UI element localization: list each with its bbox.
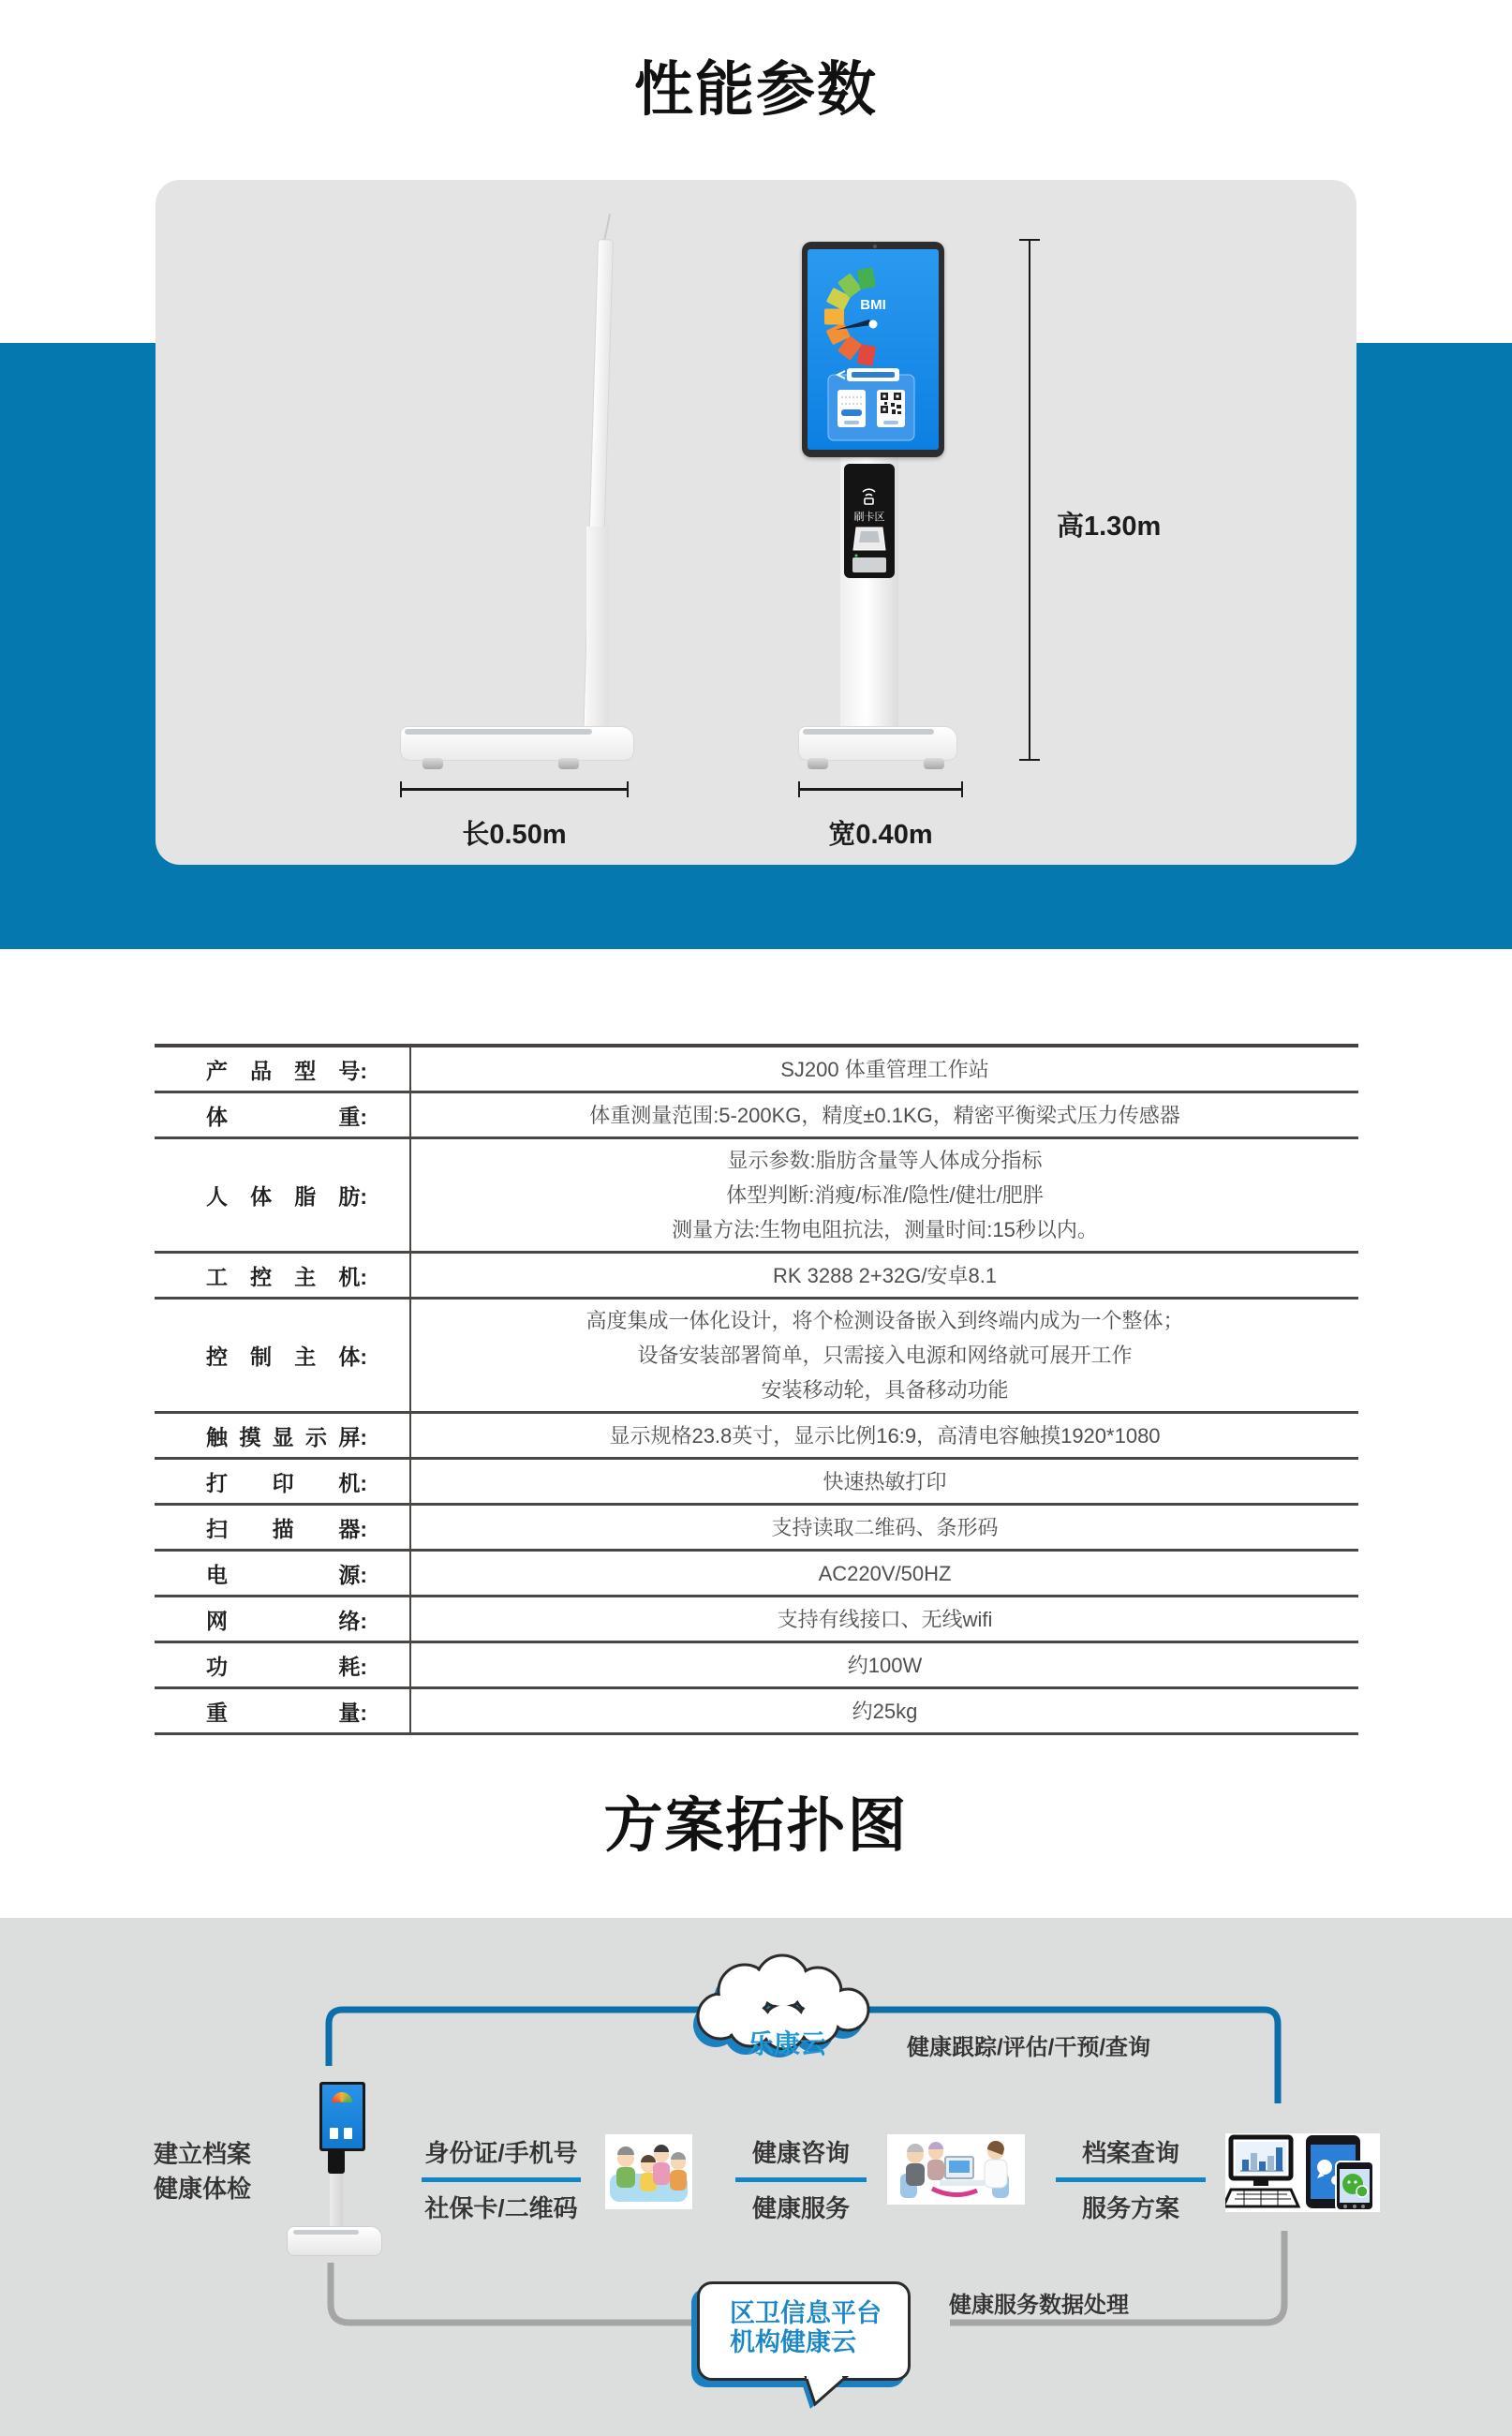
topology-step bbox=[398, 2134, 604, 2224]
desktop-monitor-icon bbox=[1225, 2137, 1298, 2206]
platform-box bbox=[697, 2281, 911, 2381]
step-divider-line bbox=[422, 2177, 581, 2182]
kiosk-screen bbox=[802, 242, 944, 457]
kiosk-foot bbox=[422, 758, 443, 769]
spec-value: 约100W bbox=[847, 1653, 923, 1677]
spec-row bbox=[155, 1642, 1358, 1688]
cloud-node bbox=[687, 1946, 887, 2064]
spec-value: 约25kg bbox=[852, 1699, 918, 1723]
spec-label: 重 量: bbox=[155, 1688, 410, 1734]
kiosk-node-icon bbox=[287, 2078, 380, 2260]
spec-row bbox=[155, 1413, 1358, 1459]
width-dimension-label: 宽0.40m bbox=[828, 820, 933, 850]
kiosk-front-base bbox=[798, 726, 957, 761]
kiosk-foot bbox=[558, 758, 579, 769]
spec-value: 体重测量范围:5-200KG，精度±0.1KG，精密平衡梁式压力传感器 bbox=[589, 1103, 1180, 1127]
step-bottom-label: 健康服务 bbox=[751, 2194, 850, 2222]
topology-step bbox=[698, 2134, 904, 2224]
family-illustration bbox=[605, 2134, 692, 2209]
length-dimension-line bbox=[400, 788, 629, 791]
cloud-label: 乐康云 bbox=[747, 2029, 826, 2058]
spec-label: 打 印 机: bbox=[155, 1459, 410, 1505]
step-divider-line bbox=[1056, 2177, 1206, 2182]
devices-icon bbox=[1225, 2133, 1380, 2212]
spec-label: 扫 描 器: bbox=[155, 1505, 410, 1551]
spec-value: SJ200 体重管理工作站 bbox=[780, 1057, 989, 1081]
kiosk-foot bbox=[924, 758, 944, 769]
kiosk-antenna bbox=[603, 214, 611, 242]
product-photo-card bbox=[156, 180, 1356, 865]
step-bottom-label: 服务方案 bbox=[1081, 2194, 1179, 2222]
length-dimension-label: 长0.50m bbox=[462, 820, 567, 850]
width-dimension-line bbox=[798, 788, 963, 791]
spec-label: 电 源: bbox=[155, 1551, 410, 1597]
cloud-caption: 健康跟踪/评估/干预/查询 bbox=[907, 2035, 1151, 2060]
spec-row bbox=[155, 1551, 1358, 1597]
spec-row bbox=[155, 1138, 1358, 1253]
spec-value: 显示规格23.8英寸，显示比例16:9，高清电容触摸1920*1080 bbox=[609, 1423, 1161, 1448]
spec-row bbox=[155, 1299, 1358, 1413]
spec-row bbox=[155, 1092, 1358, 1138]
step-top-label: 档案查询 bbox=[1081, 2139, 1179, 2167]
platform-box-line: 区卫信息平台 bbox=[730, 2299, 882, 2327]
platform-box-line: 机构健康云 bbox=[730, 2328, 856, 2356]
topology-title: 方案拓扑图 bbox=[603, 1793, 909, 1859]
scanner-window-icon bbox=[852, 557, 886, 572]
spec-row bbox=[155, 1597, 1358, 1642]
svg-text:BMI: BMI bbox=[860, 297, 886, 313]
height-dimension-line bbox=[1029, 239, 1030, 761]
spec-value: 支持读取二维码、条形码 bbox=[771, 1515, 999, 1539]
login-panel bbox=[828, 368, 914, 440]
step-bottom-label: 社保卡/二维码 bbox=[424, 2194, 578, 2222]
height-dimension-label: 高1.30m bbox=[1057, 512, 1162, 542]
spec-table bbox=[155, 1044, 1358, 1735]
topology-step bbox=[1028, 2134, 1234, 2224]
spec-value: AC220V/50HZ bbox=[818, 1561, 952, 1585]
kiosk-caption: 建立档案 健康体检 bbox=[154, 2140, 252, 2203]
performance-title: 性能参数 bbox=[634, 57, 878, 123]
card-reader-panel bbox=[844, 464, 895, 578]
spec-label: 控 制 主 体: bbox=[155, 1299, 410, 1413]
spec-label: 产 品 型 号: bbox=[155, 1046, 410, 1092]
spec-label: 网 络: bbox=[155, 1597, 410, 1642]
spec-row bbox=[155, 1505, 1358, 1551]
consultation-illustration bbox=[887, 2134, 1025, 2205]
spec-label: 体 重: bbox=[155, 1092, 410, 1138]
form-card bbox=[838, 390, 866, 427]
kiosk-to-platform-line bbox=[331, 2263, 693, 2323]
camera-icon bbox=[873, 245, 877, 248]
qr-card bbox=[877, 390, 905, 427]
spec-row bbox=[155, 1459, 1358, 1505]
spec-row bbox=[155, 1253, 1358, 1299]
kiosk-side-base bbox=[400, 726, 634, 761]
topology-section bbox=[0, 1918, 1512, 2436]
spec-value: 高度集成一体化设计，将个检测设备嵌入到终端内成为一个整体； 设备安装部署简单，只需接入电源和网络就可展开工作 安装移动轮，具备移动功能 bbox=[586, 1309, 1184, 1402]
spec-label: 人 体 脂 肪: bbox=[155, 1138, 410, 1253]
spec-label: 触 摸 显 示 屏: bbox=[155, 1413, 410, 1459]
reader-label: 刷卡区 bbox=[853, 512, 885, 523]
phone-wechat-icon bbox=[1336, 2161, 1373, 2210]
speech-tail bbox=[797, 2376, 855, 2412]
spec-row bbox=[155, 1688, 1358, 1734]
bmi-gauge-icon bbox=[824, 267, 886, 365]
mini-gauge-icon bbox=[332, 2092, 352, 2102]
spec-label: 工 控 主 机: bbox=[155, 1253, 410, 1299]
spec-row bbox=[155, 1046, 1358, 1092]
kiosk-screen-content bbox=[808, 249, 939, 450]
step-divider-line bbox=[735, 2177, 867, 2182]
spec-value: 快速热敏打印 bbox=[823, 1469, 947, 1493]
step-top-label: 健康咨询 bbox=[751, 2139, 850, 2167]
spec-value: 支持有线接口、无线wifi bbox=[777, 1607, 993, 1631]
kiosk-foot bbox=[808, 758, 828, 769]
spec-value: RK 3288 2+32G/安卓8.1 bbox=[772, 1263, 998, 1287]
step-top-label: 身份证/手机号 bbox=[424, 2139, 578, 2167]
data-processing-caption: 健康服务数据处理 bbox=[949, 2293, 1129, 2318]
kiosk-side-pole bbox=[586, 527, 609, 728]
spec-label: 功 耗: bbox=[155, 1642, 410, 1688]
spec-value: 显示参数:脂肪含量等人体成分指标 体型判断:消瘦/标准/隐性/健壮/肥胖 测量方法:生物电阻抗法，测量时间:15秒以内。 bbox=[672, 1149, 1098, 1241]
